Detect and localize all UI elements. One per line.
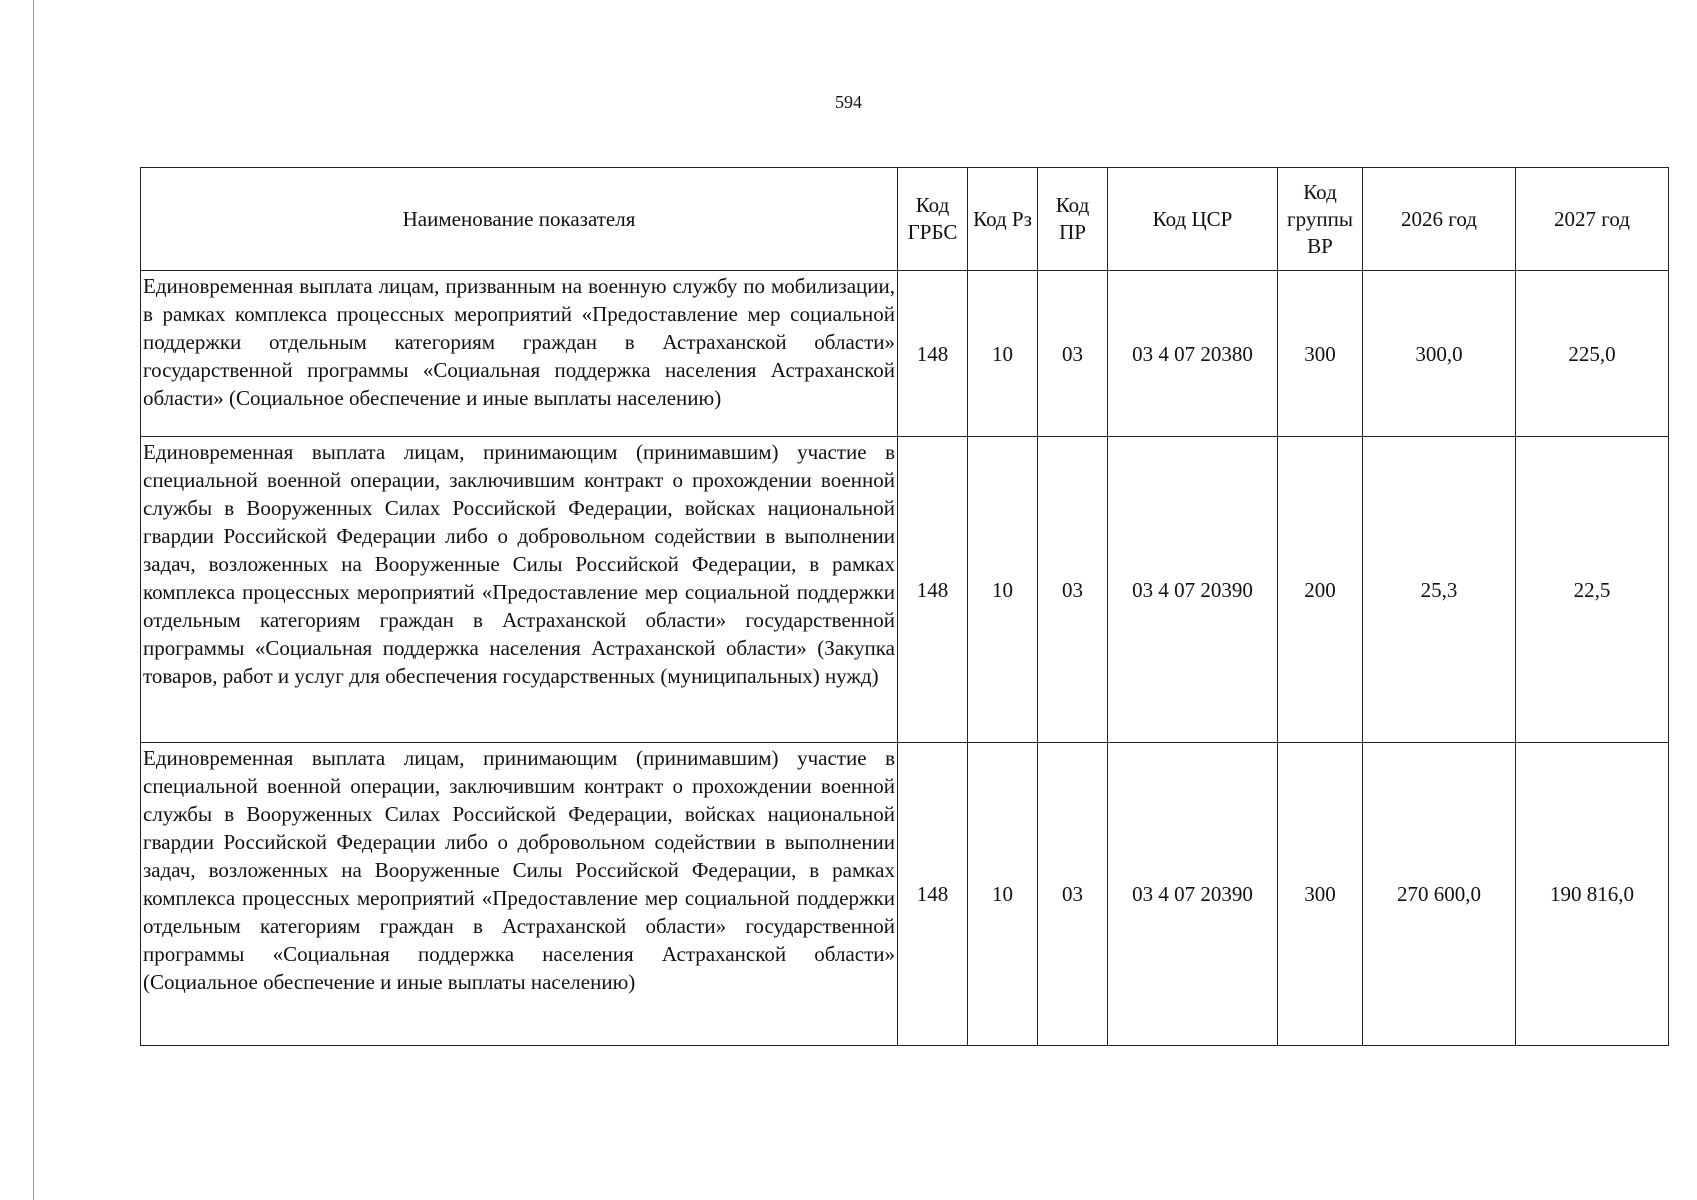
table-row — [141, 271, 1669, 437]
rz-cell: 10 — [968, 271, 1038, 437]
table-row — [141, 743, 1669, 1046]
binding-margin-line — [33, 0, 34, 1200]
amount-2027-cell: 22,5 — [1516, 437, 1669, 743]
header-csr-code: Код ЦСР — [1108, 168, 1278, 271]
header-year-2026: 2026 год — [1363, 168, 1516, 271]
amount-2026-cell: 270 600,0 — [1363, 743, 1516, 1046]
rz-cell: 10 — [968, 743, 1038, 1046]
grbs-cell: 148 — [898, 437, 968, 743]
header-year-2027: 2027 год — [1516, 168, 1669, 271]
page-number: 594 — [835, 92, 862, 112]
pr-cell: 03 — [1038, 437, 1108, 743]
amount-2027-cell: 190 816,0 — [1516, 743, 1669, 1046]
table-row — [141, 437, 1669, 743]
header-indicator-name: Наименование показателя — [141, 168, 898, 271]
pr-cell: 03 — [1038, 271, 1108, 437]
indicator-name-cell: Единовременная выплата лицам, принимающим (принимавшим) участие в специальной военной операции, заключившим контракт о прохождении военной службы в Вооруженных Силах Российской Федерации, войсках национальной гвардии Российской Федерации либо о добровольном содействии в выполнении задач, возложенных на Вооруженные Силы Российской Федерации, в рамках комплекса процессных мероприятий «Предоставление мер социальной поддержки отдельным категориям граждан в Астраханской области» государственной программы «Социальная поддержка населения Астраханской области» (Закупка товаров, работ и услуг для обеспечения государственных (муниципальных) нужд) — [141, 437, 898, 743]
vr-cell: 300 — [1278, 743, 1363, 1046]
header-vr-group-code: Код группы ВР — [1278, 168, 1363, 271]
csr-cell: 03 4 07 20380 — [1108, 271, 1278, 437]
pr-cell: 03 — [1038, 743, 1108, 1046]
amount-2027-cell: 225,0 — [1516, 271, 1669, 437]
header-grbs-code: Код ГРБС — [898, 168, 968, 271]
csr-cell: 03 4 07 20390 — [1108, 743, 1278, 1046]
table-header-row — [141, 168, 1669, 271]
amount-2026-cell: 300,0 — [1363, 271, 1516, 437]
grbs-cell: 148 — [898, 743, 968, 1046]
amount-2026-cell: 25,3 — [1363, 437, 1516, 743]
csr-cell: 03 4 07 20390 — [1108, 437, 1278, 743]
indicator-name-cell: Единовременная выплата лицам, призванным на военную службу по мобилизации, в рамках комплекса процессных мероприятий «Предоставление мер социальной поддержки отдельным категориям граждан в Астраханской области» государственной программы «Социальная поддержка населения Астраханской области» (Социальное обеспечение и иные выплаты населению) — [141, 271, 898, 437]
indicator-name-cell: Единовременная выплата лицам, принимающим (принимавшим) участие в специальной военной операции, заключившим контракт о прохождении военной службы в Вооруженных Силах Российской Федерации, войсках национальной гвардии Российской Федерации либо о добровольном содействии в выполнении задач, возложенных на Вооруженные Силы Российской Федерации, в рамках комплекса процессных мероприятий «Предоставление мер социальной поддержки отдельным категориям граждан в Астраханской области» государственной программы «Социальная поддержка населения Астраханской области» (Социальное обеспечение и иные выплаты населению) — [141, 743, 898, 1046]
vr-cell: 300 — [1278, 271, 1363, 437]
rz-cell: 10 — [968, 437, 1038, 743]
header-rz-code: Код Рз — [968, 168, 1038, 271]
budget-table — [140, 167, 1669, 1046]
grbs-cell: 148 — [898, 271, 968, 437]
vr-cell: 200 — [1278, 437, 1363, 743]
header-pr-code: Код ПР — [1038, 168, 1108, 271]
